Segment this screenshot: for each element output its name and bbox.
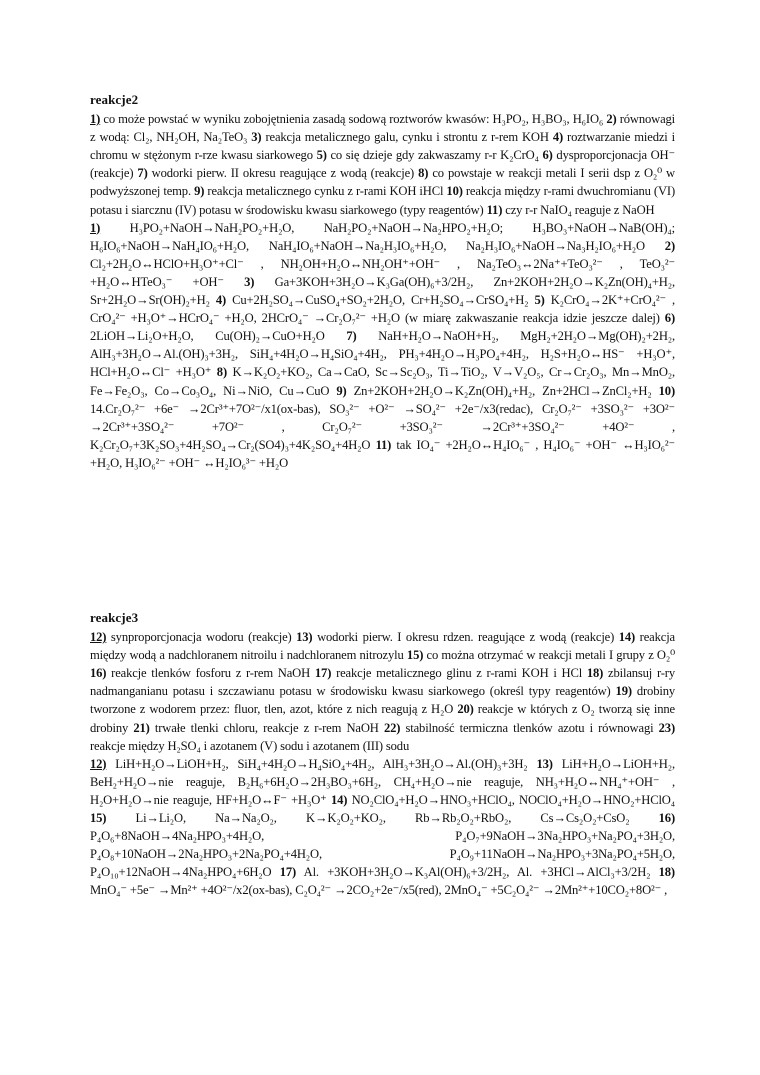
item-number: 8) xyxy=(216,365,227,380)
item-text: reakcja między wodą a nadchloranem nitroilu i nadchloranem nitrozylu xyxy=(90,630,675,663)
item-text: co można otrzymać w reakcji metali I grupy z O₂⁰ xyxy=(423,648,676,663)
item-number: 18) xyxy=(658,865,675,880)
item-text: dysproporcjonacja OH⁻ (reakcje) xyxy=(90,148,675,181)
item-text: 14.Cr₂O₇²⁻ +6e⁻ →2Cr³⁺+7O²⁻/x1(ox-bas), SO₃²⁻ +O²⁻ →SO₄²⁻ +2e⁻/x3(redac), Cr₂O₇²⁻ +3SO₃²⁻ +3O²⁻ →2Cr³⁺+3SO₄²⁻ +7O²⁻ , Cr₂O₇²⁻ +3SO₃²⁻ →2Cr³⁺+3SO₄²⁻ +4O²⁻ , K₂Cr₂O₇+3K₂SO₃+4H₂SO₄→Cr₂(SO4)₃+4K₂SO₄+4H₂O xyxy=(90,401,675,452)
answers-paragraph xyxy=(90,755,675,900)
item-number: 3) xyxy=(251,130,262,145)
item-text: tak IO₄⁻ +2H₂O↔H₄IO₆⁻ , H₄IO₆⁻ +OH⁻ ↔H₃IO₆²⁻ +H₂O, H₃IO₆²⁻ +OH⁻ ↔H₂IO₆³⁻ +H₂O xyxy=(90,437,676,470)
item-text: Cu+2H₂SO₄→CuSO₄+SO₂+2H₂O, Cr+H₂SO₄→CrSO₄+H₂ xyxy=(226,293,535,308)
item-number: 20) xyxy=(457,702,474,717)
item-number: 13) xyxy=(296,630,313,645)
item-number: 6) xyxy=(664,311,675,326)
item-number: 1) xyxy=(90,220,101,235)
item-text: reakcje tlenków fosforu z r-rem NaOH xyxy=(106,666,315,681)
item-text: H₃PO₂+NaOH→NaH₂PO₂+H₂O, NaH₂PO₂+NaOH→Na₂HPO₂+H₂O; H₃BO₃+NaOH→NaB(OH)₄; H₆IO₆+NaOH→NaH₄IO₆+H₂O, NaH₄IO₆+NaOH→Na₂H₃IO₆+H₂O, Na₂H₃IO₆+NaOH→Na₃H₂IO₆+H₂O xyxy=(90,220,675,253)
item-text: reakcje metalicznego glinu z r-rami KOH i HCl xyxy=(331,666,587,681)
item-text: reakcje w których z O₂ tworzą się inne drobiny xyxy=(90,702,675,735)
item-text: zbilansuj r-ry nadmanganianu potasu i szczawianu potasu w środowisku kwasu siarkowego (określ typy reagentów) xyxy=(90,666,675,699)
item-text: drobiny tworzone z wodorem przez: fluor, tlen, azot, które z nich reagują z H₂O xyxy=(90,684,675,717)
section-reakcje2 xyxy=(90,91,675,472)
item-text: co powstaje w reakcji metali I serii dsp z O₂⁰ w podwyższonej temp. xyxy=(90,166,675,199)
item-text: K→K₂O₂+KO₂, Ca→CaO, Sc→Sc₂O₃, Ti→TiO₂, V→V₂O₅, Cr→Cr₂O₃, Mn→MnO₂, Fe→Fe₂O₃, Co→Co₃O₄, Ni→NiO, Cu→CuO xyxy=(90,365,675,398)
item-number: 4) xyxy=(215,293,227,308)
item-number: 21) xyxy=(133,720,150,735)
item-text: LiH+H₂O→LiOH+H₂, SiH₄+4H₂O→H₄SiO₄+4H₂, AlH₃+3H₂O→Al.(OH)₃+3H₂ xyxy=(106,756,537,771)
item-number: 8) xyxy=(418,166,429,181)
item-text: Al. +3KOH+3H₂O→K₃Al(OH)₆+3/2H₂, Al. +3HCl→AlCl₃+3/2H₂ xyxy=(296,865,659,880)
item-number: 11) xyxy=(486,202,503,217)
item-number: 14) xyxy=(618,630,636,645)
item-text: reakcja metalicznego cynku z r-rami KOH iHCl xyxy=(204,184,447,199)
item-text: NaH+H₂O→NaOH+H₂, MgH₂+2H₂O→Mg(OH)₂+2H₂, AlH₃+3H₂O→Al.(OH)₃+3H₂, SiH₄+4H₂O→H₄SiO₄+4H₂, PH₃+4H₂O→H₃PO₄+4H₂, H₂S+H₂O↔HS⁻ +H₃O⁺, HCl+H₂O↔Cl⁻ +H₃O⁺ xyxy=(90,329,676,380)
item-text: LiH+H₂O→LiOH+H₂, BeH₂+H₂O→nie reaguje, B₂H₆+6H₂O→2H₃BO₃+6H₂, CH₄+H₂O→nie reaguje, NH₃+H₂O↔NH₄⁺+OH⁻ , H₂O+H₂O→nie reaguje, HF+H₂O↔F⁻ +H₃O⁺ xyxy=(90,756,675,807)
section-heading: reakcje3 xyxy=(90,610,139,625)
item-text: P₄O₆+8NaOH→4Na₂HPO₃+4H₂O, P₄O₇+9NaOH→3Na₂HPO₃+Na₂PO₄+3H₂O, P₄O₈+10NaOH→2Na₂HPO₃+2Na₂PO₄+4H₂O, P₄O₉+11NaOH→Na₂HPO₃+3Na₂PO₄+5H₂O, P₄O₁₀+12NaOH→4Na₂HPO₄+6H₂O xyxy=(90,829,675,880)
questions-paragraph xyxy=(90,110,675,219)
item-text: Ga+3KOH+3H₂O→K₃Ga(OH)₆+3/2H₂, Zn+2KOH+2H₂O→K₂Zn(OH)₄+H₂, Sr+2H₂O→Sr(OH)₂+H₂ xyxy=(90,274,675,308)
item-text: MnO₄⁻ +5e⁻ →Mn²⁺ +4O²⁻/x2(ox-bas), C₂O₄²⁻ →2CO₂+2e⁻/x5(red), 2MnO₄⁻ +5C₂O₄²⁻ →2Mn²⁺+10CO₂+8O²⁻ , xyxy=(90,883,668,898)
item-number: 17) xyxy=(314,666,332,681)
item-text: synproporcjonacja wodoru (reakcje) xyxy=(106,630,297,645)
item-number: 3) xyxy=(244,274,255,289)
item-number: 14) xyxy=(330,792,348,807)
item-number: 5) xyxy=(316,148,327,163)
item-number: 10) xyxy=(446,184,463,199)
item-number: 16) xyxy=(90,666,107,681)
answers-paragraph xyxy=(90,219,675,472)
item-number: 19) xyxy=(615,684,632,699)
questions-paragraph xyxy=(90,628,675,755)
item-number: 15) xyxy=(406,648,424,663)
item-text: trwałe tlenki chloru, reakcje z r-rem NaOH xyxy=(149,720,384,735)
item-number: 11) xyxy=(375,437,392,452)
section-heading: reakcje2 xyxy=(90,92,139,107)
item-text: stabilność termiczna tlenków azotu i równowagi xyxy=(400,720,659,735)
item-number: 6) xyxy=(542,148,553,163)
item-text: czy r-r NaIO₄ reaguje z NaOH xyxy=(502,202,655,217)
item-number: 7) xyxy=(346,329,357,344)
item-text: co się dzieje gdy zakwaszamy r-r K₂CrO₄ xyxy=(326,148,543,163)
item-text: roztwarzanie miedzi i chromu w stężonym r-rze kwasu siarkowego xyxy=(90,130,675,163)
item-text: równowagi z wodą: Cl₂, NH₂OH, Na₂TeO₃ xyxy=(90,112,676,145)
item-number: 18) xyxy=(586,666,604,681)
item-text: Li→Li₂O, Na→Na₂O₂, K→K₂O₂+KO₂, Rb→Rb₂O₂+RbO₂, Cs→Cs₂O₂+CsO₂ xyxy=(106,811,659,826)
item-number: 12) xyxy=(90,630,107,645)
item-number: 17) xyxy=(279,865,297,880)
item-text: 2LiOH→Li₂O+H₂O, Cu(OH)₂→CuO+H₂O xyxy=(90,329,347,344)
item-text: reakcja metalicznego galu, cynku i strontu z r-rem KOH xyxy=(261,130,553,145)
item-text: reakcje między H₂SO₄ i azotanem (V) sodu i azotanem (III) sodu xyxy=(90,738,410,753)
item-number: 4) xyxy=(552,130,564,145)
item-text: Cl₂+2H₂O↔HClO+H₃O⁺+Cl⁻ , NH₂OH+H₂O↔NH₂OH⁺+OH⁻ , Na₂TeO₃↔2Na⁺+TeO₃²⁻ , TeO₃²⁻ +H₂O↔HTeO₃⁻ +OH⁻ xyxy=(90,256,675,289)
item-number: 15) xyxy=(90,811,107,826)
item-number: 9) xyxy=(194,184,205,199)
item-text: wodorki pierw. I okresu rdzen. reagujące z wodą (reakcje) xyxy=(312,630,619,645)
item-text: K₂CrO₄→2K⁺+CrO₄²⁻ , CrO₄²⁻ +H₃O⁺→HCrO₄⁻ +H₂O, 2HCrO₄⁻ →Cr₂O₇²⁻ +H₂O (w miarę zakwaszanie reakcja idzie jeszcze dalej) xyxy=(90,293,676,326)
item-number: 7) xyxy=(137,166,148,181)
item-text: reakcja między r-rami dwuchromianu (VI) potasu i siarcznu (IV) potasu w środowisku kwasu siarkowego (typy reagentów) xyxy=(90,184,675,217)
item-number: 22) xyxy=(383,720,401,735)
item-number: 23) xyxy=(658,720,675,735)
item-text: co może powstać w wyniku zobojętnienia zasadą sodową roztworów kwasów: H₃PO₂, H₃BO₃, H₆IO₆ xyxy=(100,112,607,127)
item-number: 9) xyxy=(336,383,347,398)
item-number: 1) xyxy=(90,112,101,127)
item-number: 12) xyxy=(90,756,107,771)
section-reakcje3 xyxy=(90,609,675,900)
item-text: NO₂ClO₄+H₂O→HNO₃+HClO₄, NOClO₄+H₂O→HNO₂+HClO₄ xyxy=(347,792,675,807)
item-number: 16) xyxy=(658,811,675,826)
item-text: wodorki pierw. II okresu reagujące z wodą (reakcje) xyxy=(147,166,419,181)
item-text: Zn+2KOH+2H₂O→K₂Zn(OH)₄+H₂, Zn+2HCl→ZnCl₂+H₂ xyxy=(346,383,659,398)
item-number: 2) xyxy=(664,238,675,253)
item-number: 13) xyxy=(536,756,553,771)
item-number: 2) xyxy=(606,112,617,127)
item-number: 5) xyxy=(534,293,545,308)
item-number: 10) xyxy=(658,383,675,398)
